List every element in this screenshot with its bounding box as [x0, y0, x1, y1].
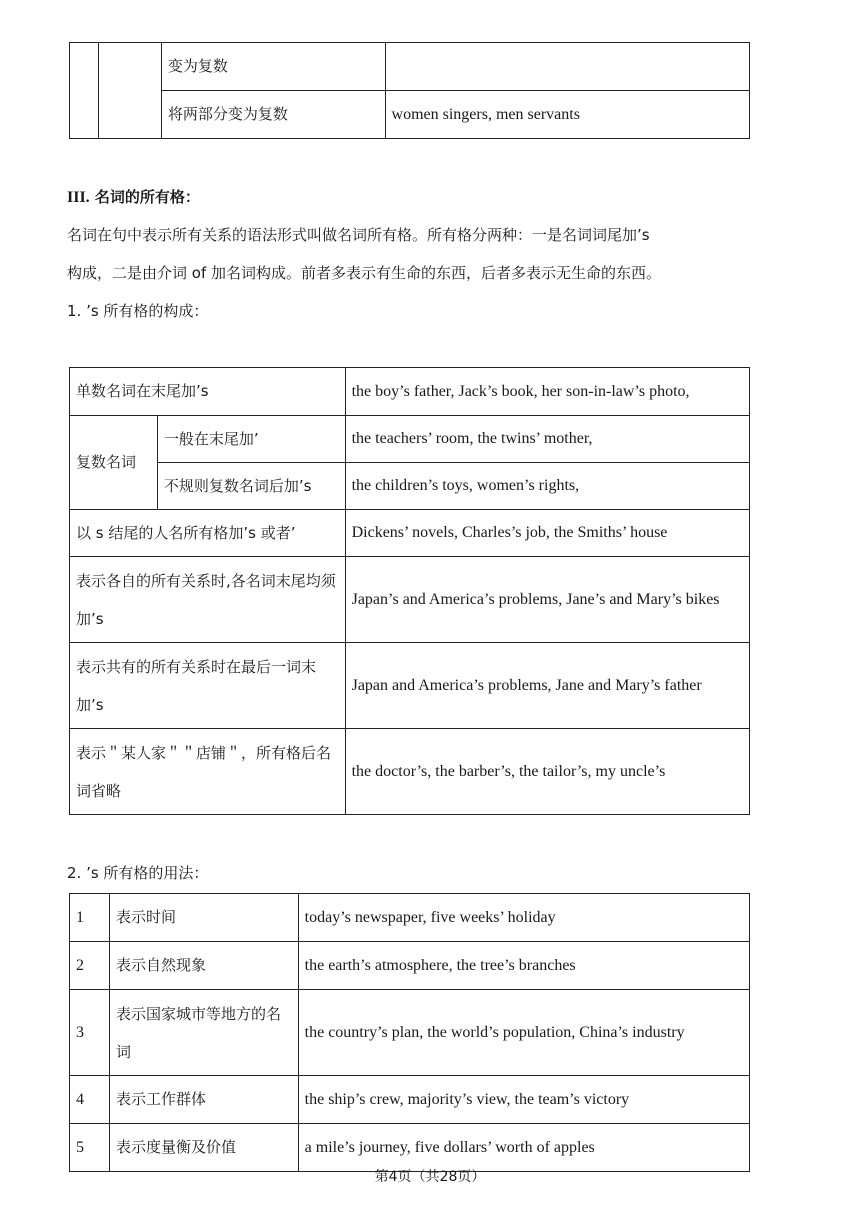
table-cell-example: today’s newspaper, five weeks’ holiday	[298, 894, 749, 942]
table-cell-example: Japan’s and America’s problems, Jane’s and Mary’s bikes	[345, 557, 749, 643]
table-cell-label: 表示＂某人家＂＂店铺＂，所有格后名词省略	[70, 729, 346, 815]
table-cell-label: 表示各自的所有关系时,各名词末尾均须加’s	[70, 557, 346, 643]
table-row	[70, 942, 750, 990]
table-cell-example: women singers, men servants	[385, 91, 749, 139]
intro-line: 名词在句中表示所有关系的语法形式叫做名词所有格。所有格分两种：一是名词词尾加’s	[67, 226, 650, 244]
table-cell-label: 表示共有的所有关系时在最后一词末加’s	[70, 643, 346, 729]
table-row	[70, 557, 750, 643]
formation-heading: 1. ’s 所有格的构成：	[67, 302, 209, 320]
formation-table	[69, 367, 750, 815]
table-cell-label: 复数名词	[70, 416, 158, 510]
table-row	[70, 416, 750, 463]
page-footer: 第4页（共28页）	[374, 1169, 486, 1185]
table-row	[70, 43, 750, 91]
table-cell-label: 将两部分变为复数	[161, 91, 385, 139]
table-row	[70, 1124, 750, 1172]
table-cell-example: the boy’s father, Jack’s book, her son-in-law’s photo,	[345, 368, 749, 416]
table-cell-example	[385, 43, 749, 91]
table-cell-label: 表示度量衡及价值	[109, 1124, 298, 1172]
table-row	[70, 729, 750, 815]
table-row	[70, 463, 750, 510]
table-cell-example: the ship’s crew, majority’s view, the team’s victory	[298, 1076, 749, 1124]
usage-table	[69, 893, 750, 1172]
table-cell-example: the earth’s atmosphere, the tree’s branches	[298, 942, 749, 990]
table-cell-label: 表示国家城市等地方的名词	[109, 990, 298, 1076]
table-cell-label: 表示工作群体	[109, 1076, 298, 1124]
table-cell-label: 变为复数	[161, 43, 385, 91]
table-row	[70, 510, 750, 557]
section-title: 名词的所有格：	[94, 188, 200, 206]
table-cell-label: 表示时间	[109, 894, 298, 942]
section-heading	[67, 186, 200, 207]
row-number: 1	[70, 894, 110, 942]
top-continuation-table	[69, 42, 750, 139]
table-cell-label: 一般在末尾加’	[157, 416, 345, 463]
section-number: III.	[67, 189, 90, 206]
empty-cell	[98, 43, 161, 139]
row-number: 2	[70, 942, 110, 990]
row-number: 4	[70, 1076, 110, 1124]
table-cell-label: 不规则复数名词后加’s	[157, 463, 345, 510]
intro-line: 构成，二是由介词 of 加名词构成。前者多表示有生命的东西，后者多表示无生命的东西。	[67, 264, 661, 282]
table-cell-label: 以 s 结尾的人名所有格加’s 或者’	[70, 510, 346, 557]
table-cell-example: the children’s toys, women’s rights,	[345, 463, 749, 510]
table-row	[70, 368, 750, 416]
intro-paragraph	[67, 216, 757, 292]
table-cell-example: the doctor’s, the barber’s, the tailor’s, my uncle’s	[345, 729, 749, 815]
row-number: 5	[70, 1124, 110, 1172]
table-row	[70, 91, 750, 139]
row-number: 3	[70, 990, 110, 1076]
usage-heading: 2. ’s 所有格的用法：	[67, 864, 209, 882]
empty-cell	[70, 43, 99, 139]
table-cell-example: a mile’s journey, five dollars’ worth of apples	[298, 1124, 749, 1172]
table-cell-example: the teachers’ room, the twins’ mother,	[345, 416, 749, 463]
table-row	[70, 643, 750, 729]
table-cell-example: Dickens’ novels, Charles’s job, the Smiths’ house	[345, 510, 749, 557]
table-row	[70, 1076, 750, 1124]
table-cell-example: the country’s plan, the world’s population, China’s industry	[298, 990, 749, 1076]
table-cell-label: 表示自然现象	[109, 942, 298, 990]
table-row	[70, 894, 750, 942]
table-cell-example: Japan and America’s problems, Jane and Mary’s father	[345, 643, 749, 729]
table-cell-label: 单数名词在末尾加’s	[70, 368, 346, 416]
table-row	[70, 990, 750, 1076]
